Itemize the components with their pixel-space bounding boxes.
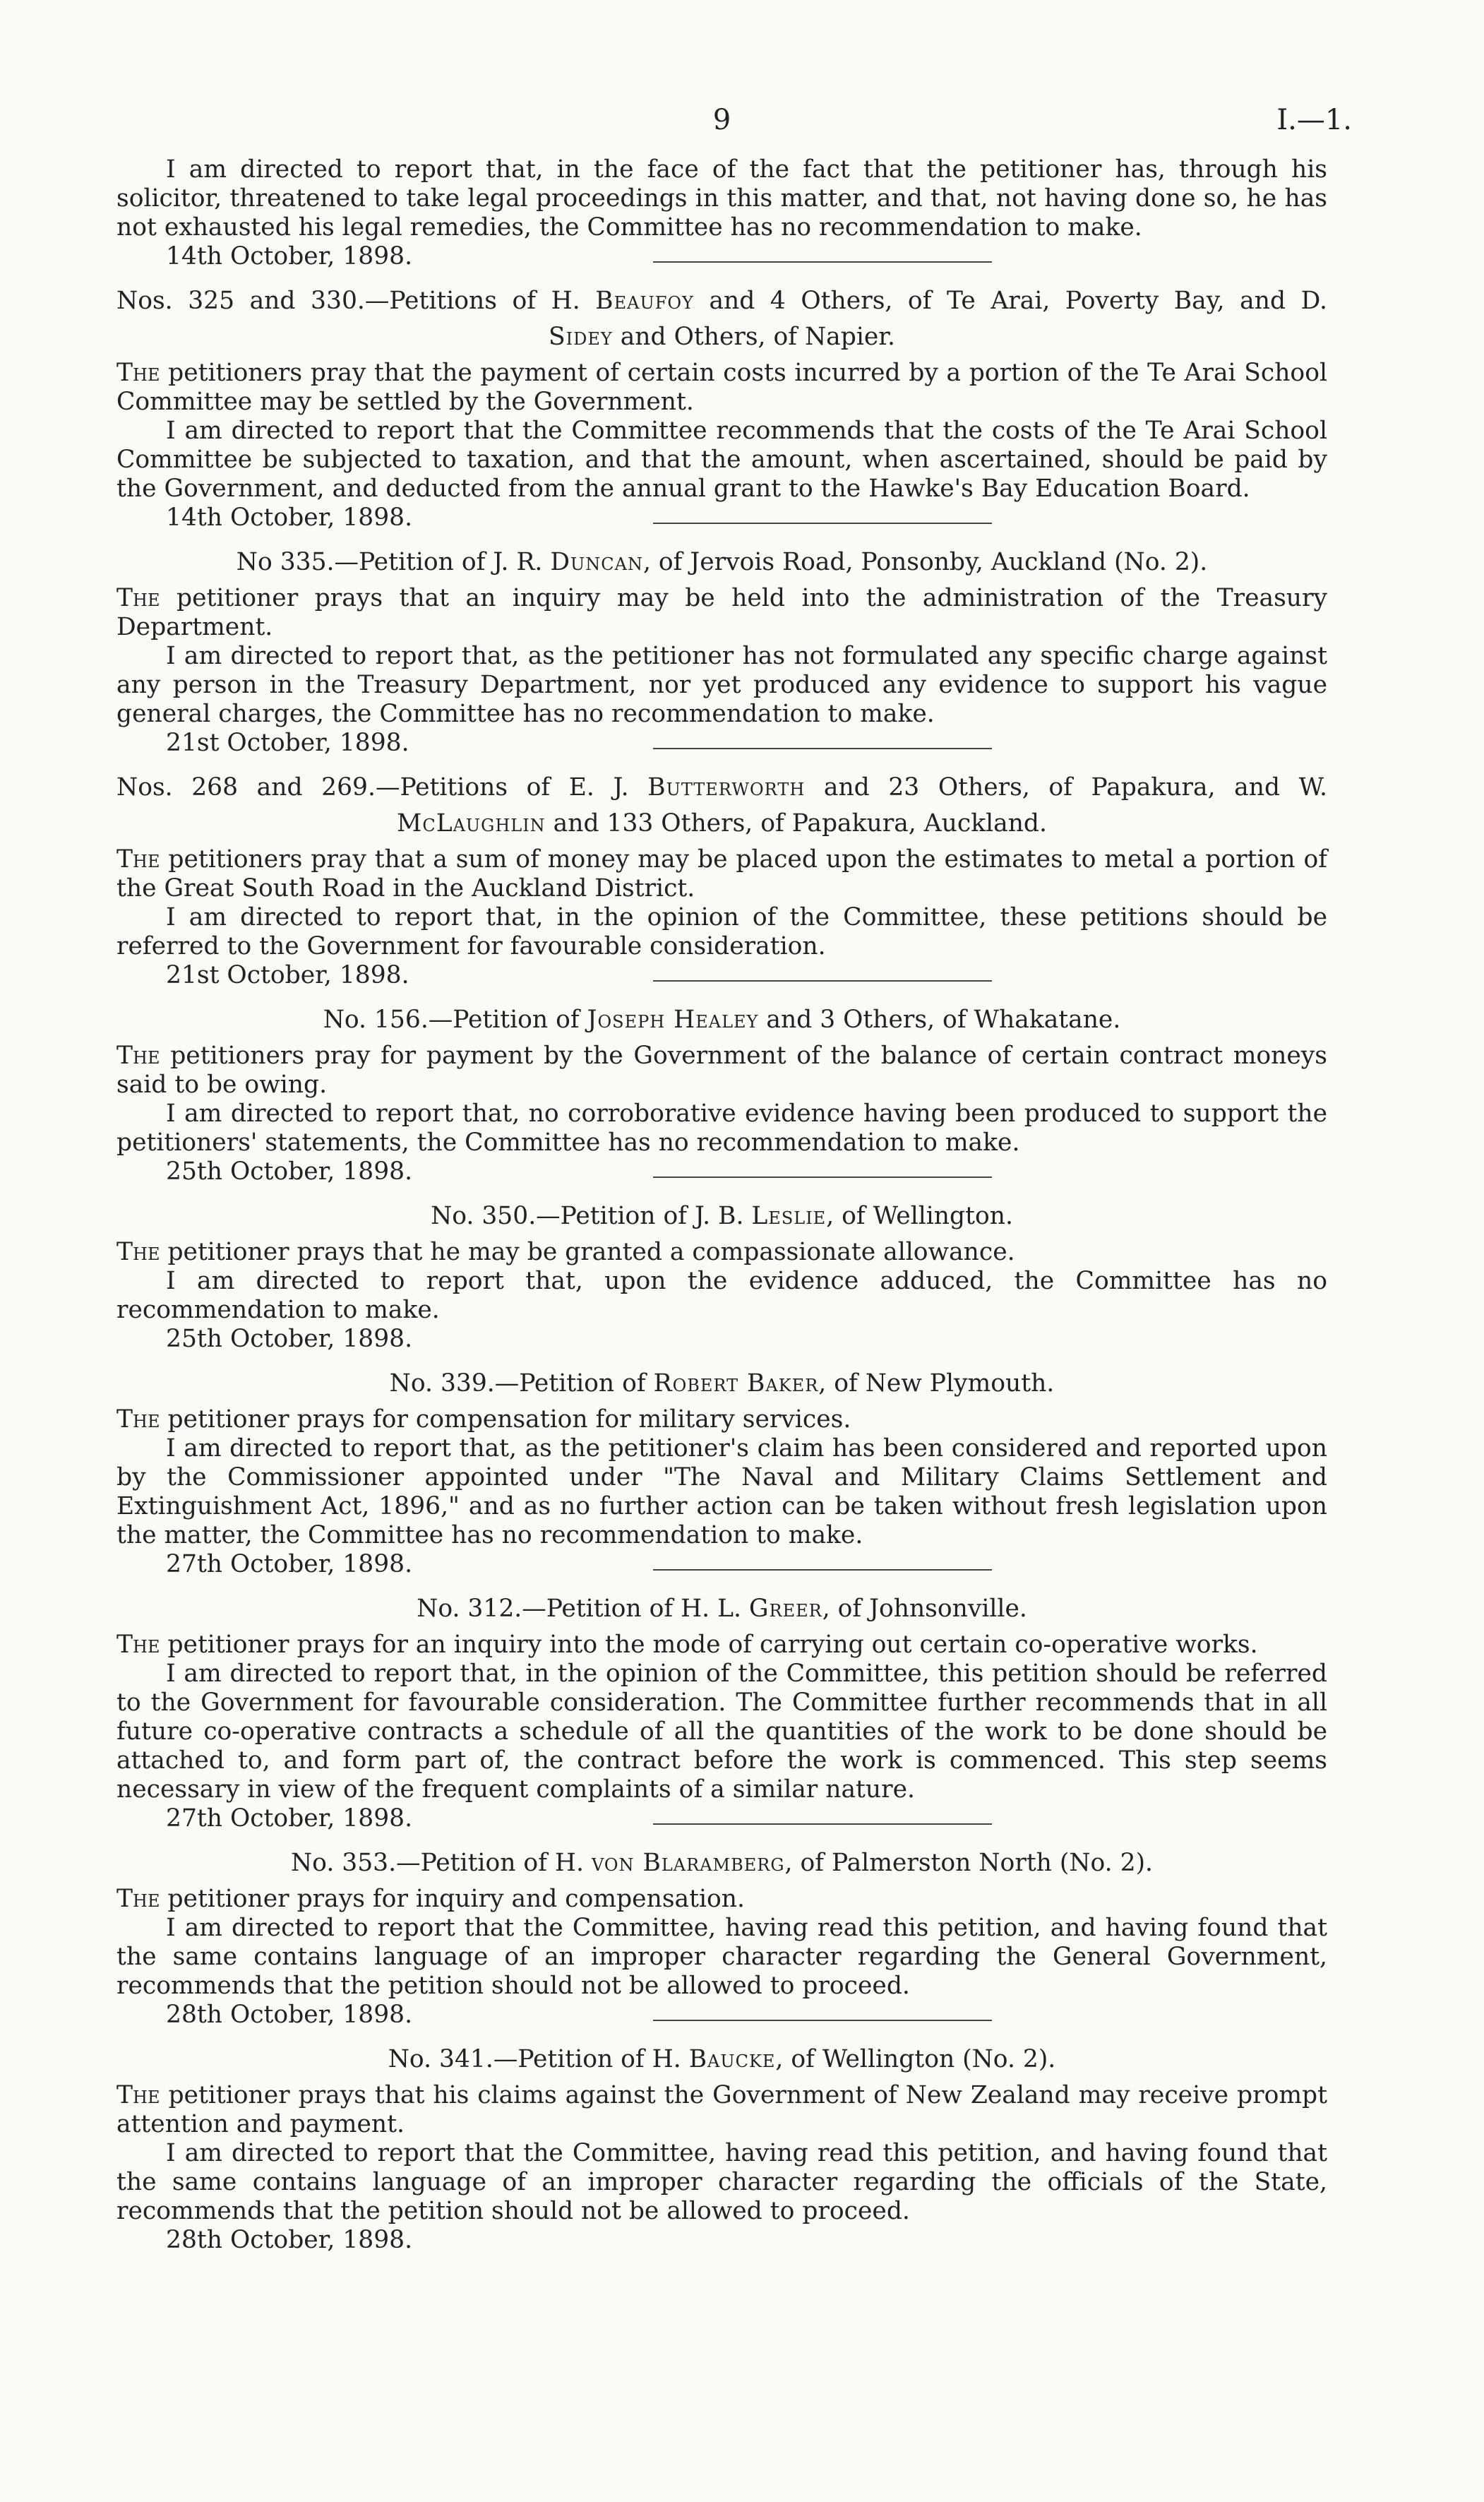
- petition-section: [116, 2045, 1327, 2255]
- petitioner-name: Duncan: [550, 548, 643, 576]
- prayer-paragraph: The petitioners pray that the payment of certain costs incurred by a portion of the Te Arai School Committee may be settled by the Government.: [116, 359, 1327, 416]
- petition-heading-continued: Sidey and Others, of Napier.: [549, 323, 895, 351]
- prayer-paragraph: The petitioner prays for an inquiry into the mode of carrying out certain co-operative works.: [116, 1631, 1258, 1659]
- petitioner-name: Beaufoy: [595, 287, 694, 315]
- prayer-paragraph: The petitioner prays that he may be granted a compassionate allowance.: [116, 1238, 1015, 1266]
- report-paragraph: I am directed to report that, in the face of the fact that the petitioner has, through his solicitor, threatened to take legal proceedings in this matter, and that, not having done so, he has not exhausted his legal remedies, the Committee has no recommendation to make.: [116, 155, 1327, 242]
- petition-heading-continued: McLaughlin and 133 Others, of Papakura, Auckland.: [397, 809, 1047, 838]
- report-date: 28th October, 1898.: [166, 2226, 413, 2254]
- petition-heading: No 335.—Petition of J. R. Duncan, of Jervois Road, Ponsonby, Auckland (No. 2).: [236, 548, 1208, 576]
- section-divider: [653, 980, 992, 982]
- page-number: 9: [712, 104, 731, 136]
- petitioner-name: McLaughlin: [397, 809, 546, 838]
- petitioner-name: Robert Baker: [653, 1369, 819, 1398]
- section-divider: [653, 1823, 992, 1825]
- petition-heading: No. 353.—Petition of H. von Blaramberg, of Palmerston North (No. 2).: [290, 1849, 1153, 1877]
- report-date: 25th October, 1898.: [166, 1325, 413, 1353]
- section-divider: [653, 1176, 992, 1178]
- petition-heading: No. 312.—Petition of H. L. Greer, of Johnsonville.: [417, 1595, 1027, 1623]
- section-divider: [653, 748, 992, 749]
- prayer-paragraph: The petitioner prays that his claims against the Government of New Zealand may receive prompt attention and payment.: [116, 2081, 1327, 2138]
- petition-section: [116, 1006, 1327, 1186]
- report-paragraph: I am directed to report that, upon the evidence adduced, the Committee has no recommendation to make.: [116, 1267, 1327, 1324]
- petition-section: [116, 1595, 1327, 1833]
- petition-heading: No. 341.—Petition of H. Baucke, of Wellington (No. 2).: [388, 2045, 1056, 2073]
- report-date: 27th October, 1898.: [166, 1550, 413, 1578]
- section-divider: [653, 2020, 992, 2021]
- petitioner-name: Butterworth: [647, 773, 806, 802]
- report-date: 25th October, 1898.: [166, 1157, 413, 1186]
- petition-heading: No. 156.—Petition of Joseph Healey and 3 Others, of Whakatane.: [323, 1006, 1121, 1034]
- petition-section: [116, 287, 1327, 532]
- document-reference: I.—1.: [1276, 104, 1352, 136]
- report-date: 28th October, 1898.: [166, 2001, 413, 2029]
- report-date: 14th October, 1898.: [166, 504, 413, 532]
- petitioner-name: Greer: [748, 1595, 822, 1623]
- petition-heading: No. 339.—Petition of Robert Baker, of New Plymouth.: [389, 1369, 1055, 1398]
- section-divider: [653, 1569, 992, 1571]
- petitioner-name: von Blaramberg: [591, 1849, 785, 1877]
- report-paragraph: I am directed to report that, as the petitioner's claim has been considered and reported upon by the Commissioner appointed under "The Naval and Military Claims Settlement and Extinguishment Act, 1896," and as no further action can be taken without fresh legislation upon the matter, the Committee has no recommendation to make.: [116, 1434, 1327, 1549]
- section-divider: [653, 523, 992, 524]
- report-date: 21st October, 1898.: [166, 729, 409, 757]
- report-paragraph: I am directed to report that the Committee recommends that the costs of the Te Arai School Committee be subjected to taxation, and that the amount, when ascertained, should be paid by the Government, and deducted from the annual grant to the Hawke's Bay Education Board.: [116, 417, 1327, 503]
- section-divider: [653, 261, 992, 263]
- page-header: [116, 104, 1352, 155]
- petitioner-name: Leslie: [751, 1202, 827, 1230]
- report-paragraph: I am directed to report that the Committee, having read this petition, and having found that the same contains language of an improper character regarding the General Government, recommends that the petition should not be allowed to proceed.: [116, 1914, 1327, 2000]
- intro-section: [116, 155, 1327, 271]
- petition-heading: Nos. 268 and 269.—Petitions of E. J. Butterworth and 23 Others, of Papakura, and W.: [116, 773, 1328, 802]
- petition-section: [116, 548, 1327, 758]
- report-paragraph: I am directed to report that, no corroborative evidence having been produced to support the petitioners' statements, the Committee has no recommendation to make.: [116, 1100, 1327, 1157]
- prayer-paragraph: The petitioner prays that an inquiry may be held into the administration of the Treasury Department.: [116, 584, 1328, 641]
- petition-heading: No. 350.—Petition of J. B. Leslie, of Wellington.: [431, 1202, 1013, 1230]
- petition-section: [116, 1369, 1327, 1579]
- prayer-paragraph: The petitioners pray for payment by the Government of the balance of certain contract moneys said to be owing.: [116, 1042, 1328, 1099]
- report-paragraph: I am directed to report that, in the opinion of the Committee, these petitions should be referred to the Government for favourable consideration.: [116, 903, 1327, 960]
- petitioner-name: Sidey: [549, 323, 613, 351]
- report-date: 14th October, 1898.: [166, 242, 413, 270]
- petition-section: [116, 773, 1327, 990]
- prayer-paragraph: The petitioner prays for inquiry and compensation.: [116, 1885, 745, 1913]
- petitioner-name: Joseph Healey: [587, 1006, 759, 1034]
- report-paragraph: I am directed to report that, in the opinion of the Committee, this petition should be referred to the Government for favourable consideration. The Committee further recommends that in all future co-operative contracts a schedule of all the quantities of the work to be done should be attached to, and form part of, the contract before the work is commenced. This step seems necessary in view of the frequent complaints of a similar nature.: [116, 1660, 1327, 1804]
- prayer-paragraph: The petitioners pray that a sum of money may be placed upon the estimates to metal a portion of the Great South Road in the Auckland District.: [116, 845, 1328, 902]
- document-page: [116, 104, 1352, 2270]
- report-date: 27th October, 1898.: [166, 1804, 413, 1833]
- petitioner-name: Baucke: [688, 2045, 776, 2073]
- report-date: 21st October, 1898.: [166, 961, 409, 989]
- report-paragraph: I am directed to report that the Committee, having read this petition, and having found that the same contains language of an improper character regarding the officials of the State, recommends that the petition should not be allowed to proceed.: [116, 2139, 1327, 2225]
- petition-heading: Nos. 325 and 330.—Petitions of H. Beaufoy and 4 Others, of Te Arai, Poverty Bay, and D.: [116, 287, 1328, 315]
- prayer-paragraph: The petitioner prays for compensation for military services.: [116, 1405, 851, 1434]
- petition-section: [116, 1849, 1327, 2030]
- report-paragraph: I am directed to report that, as the petitioner has not formulated any specific charge against any person in the Treasury Department, nor yet produced any evidence to support his vague general charges, the Committee has no recommendation to make.: [116, 642, 1327, 728]
- petition-section: [116, 1202, 1327, 1354]
